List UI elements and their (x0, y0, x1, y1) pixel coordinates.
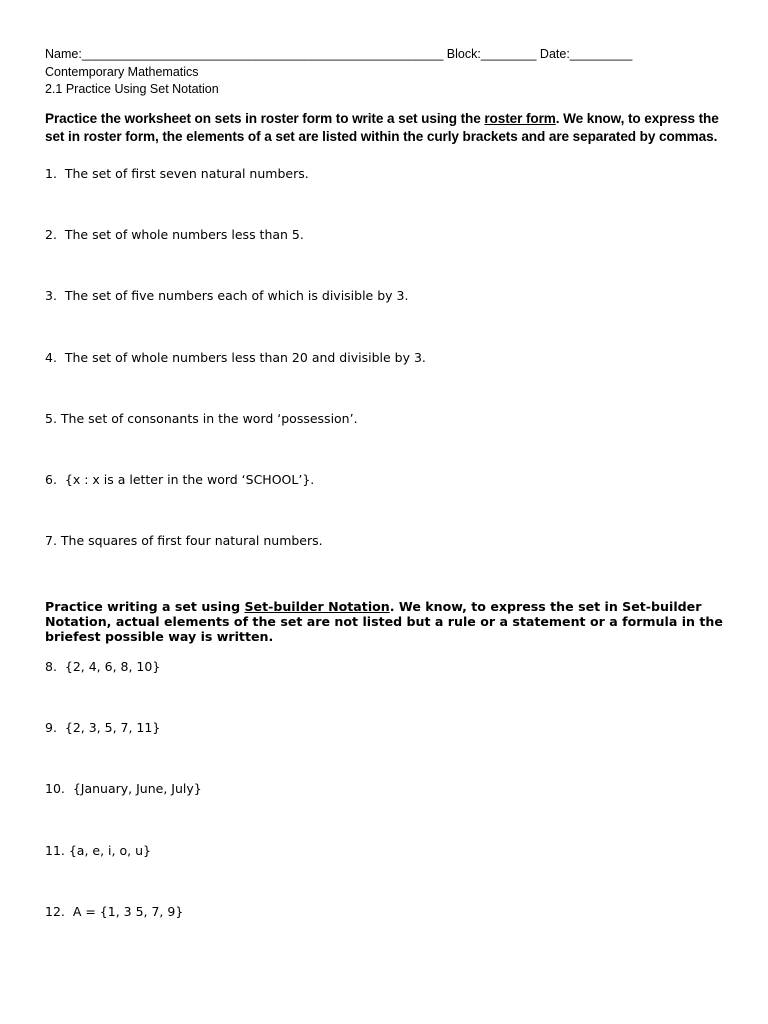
question-1: 1. The set of first seven natural numbers. (45, 166, 309, 181)
course-title: Contemporary Mathematics (45, 64, 199, 79)
question-6: 6. {x : x is a letter in the word ‘SCHOOL’}. (45, 472, 315, 487)
question-5: 5. The set of consonants in the word ‘possession’. (45, 411, 358, 426)
question-12: 12. A = {1, 3 5, 7, 9} (45, 904, 184, 919)
question-11: 11. {a, e, i, o, u} (45, 843, 151, 858)
set-builder-notation-term: Set-builder Notation (244, 599, 390, 614)
question-4: 4. The set of whole numbers less than 20 and divisible by 3. (45, 350, 426, 365)
question-10: 10. {January, June, July} (45, 781, 202, 796)
question-8: 8. {2, 4, 6, 8, 10} (45, 659, 161, 674)
setbuilder-intro-text-1: Practice writing a set using (45, 599, 245, 614)
roster-form-instructions (45, 110, 735, 146)
set-builder-instructions (45, 599, 735, 644)
worksheet-page (45, 46, 735, 146)
question-9: 9. {2, 3, 5, 7, 11} (45, 720, 161, 735)
lesson-title: 2.1 Practice Using Set Notation (45, 82, 219, 96)
setbuilder-intro-text-2: . We know, to express the set in Set-builder Notation, actual elements of the set are not listed but a rule or a statement or a formula in the briefest possible way is written. (45, 599, 723, 644)
roster-intro-text-1: Practice the worksheet on sets in roster form to write a set using the (45, 110, 485, 126)
question-2: 2. The set of whole numbers less than 5. (45, 227, 304, 242)
question-3: 3. The set of five numbers each of which is divisible by 3. (45, 288, 409, 303)
roster-form-term: roster form (484, 110, 556, 126)
roster-intro-text-2: . We know, to express the set in roster form, the elements of a set are listed within the curly brackets and are separated by commas. (45, 110, 719, 144)
name-block-date-line: Name:____________________________________________________ Block:________ Date:_________ (45, 47, 633, 61)
question-7: 7. The squares of first four natural numbers. (45, 533, 323, 548)
